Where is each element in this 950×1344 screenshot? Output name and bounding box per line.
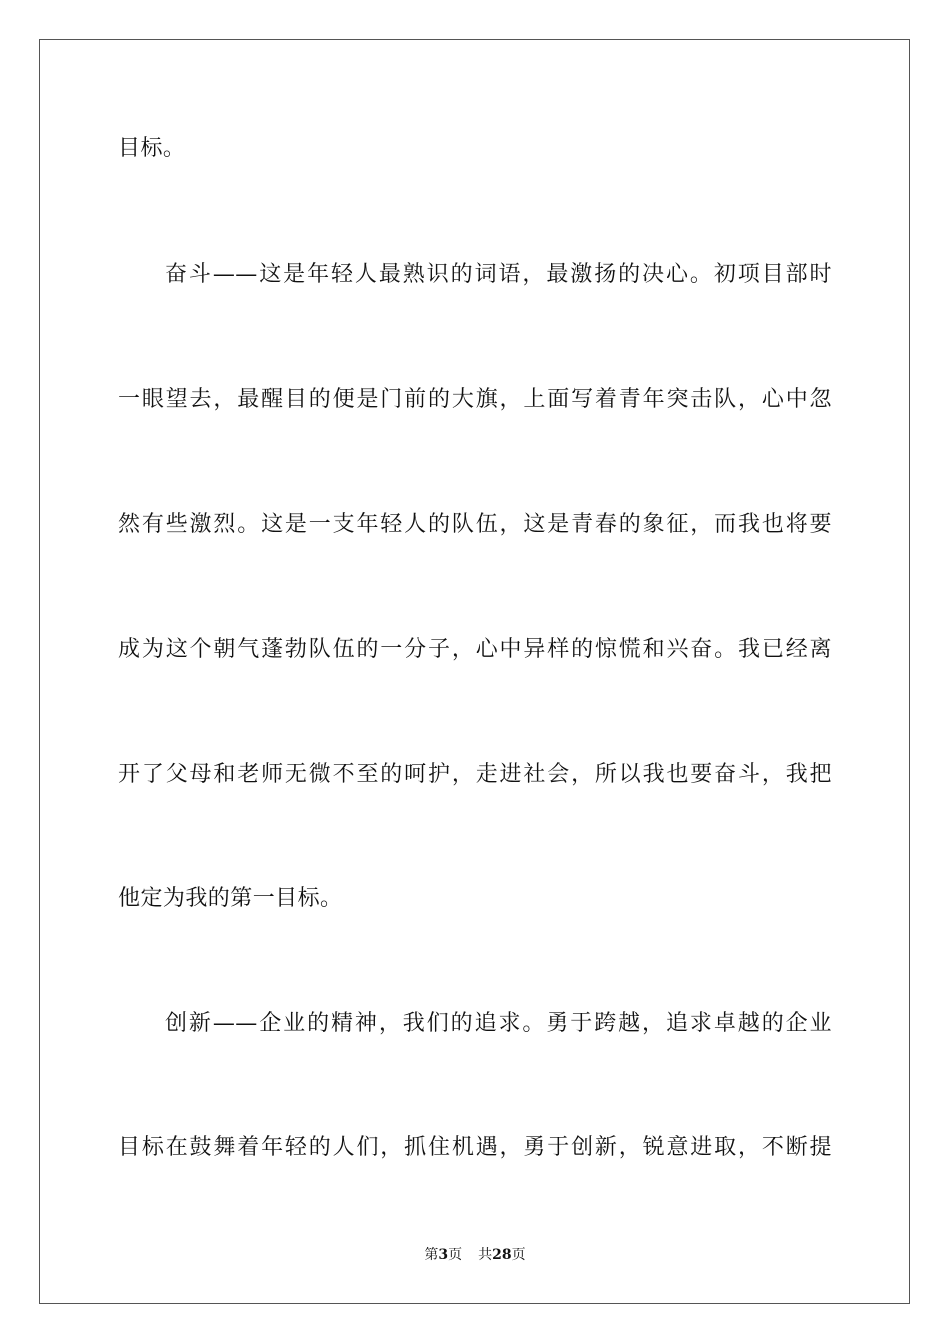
page-prefix: 第 bbox=[424, 1247, 439, 1263]
text-line-5: 成为这个朝气蓬勃队伍的一分子，心中异样的惊慌和兴奋。我已经离 bbox=[118, 637, 832, 662]
page-suffix: 页 bbox=[448, 1247, 463, 1263]
text-line-6: 开了父母和老师无微不至的呵护，走进社会，所以我也要奋斗，我把 bbox=[118, 762, 832, 787]
current-page-number: 3 bbox=[438, 1247, 449, 1263]
text-line-9: 目标在鼓舞着年轻的人们，抓住机遇，勇于创新，锐意进取，不断提 bbox=[118, 1135, 832, 1160]
page-border bbox=[39, 39, 910, 1304]
total-prefix: 共 bbox=[478, 1247, 493, 1263]
text-line-4: 然有些激烈。这是一支年轻人的队伍，这是青春的象征，而我也将要 bbox=[118, 512, 832, 537]
text-line-2: 奋斗——这是年轻人最熟识的词语，最激扬的决心。初项目部时 bbox=[165, 262, 832, 287]
total-suffix: 页 bbox=[511, 1247, 526, 1263]
text-line-7: 他定为我的第一目标。 bbox=[118, 886, 343, 911]
text-line-8: 创新——企业的精神，我们的追求。勇于跨越，追求卓越的企业 bbox=[165, 1011, 832, 1036]
text-line-1: 目标。 bbox=[118, 136, 186, 161]
total-pages-number: 28 bbox=[492, 1247, 512, 1263]
text-line-3: 一眼望去，最醒目的便是门前的大旗，上面写着青年突击队，心中忽 bbox=[118, 387, 832, 412]
page-footer bbox=[0, 1245, 950, 1265]
